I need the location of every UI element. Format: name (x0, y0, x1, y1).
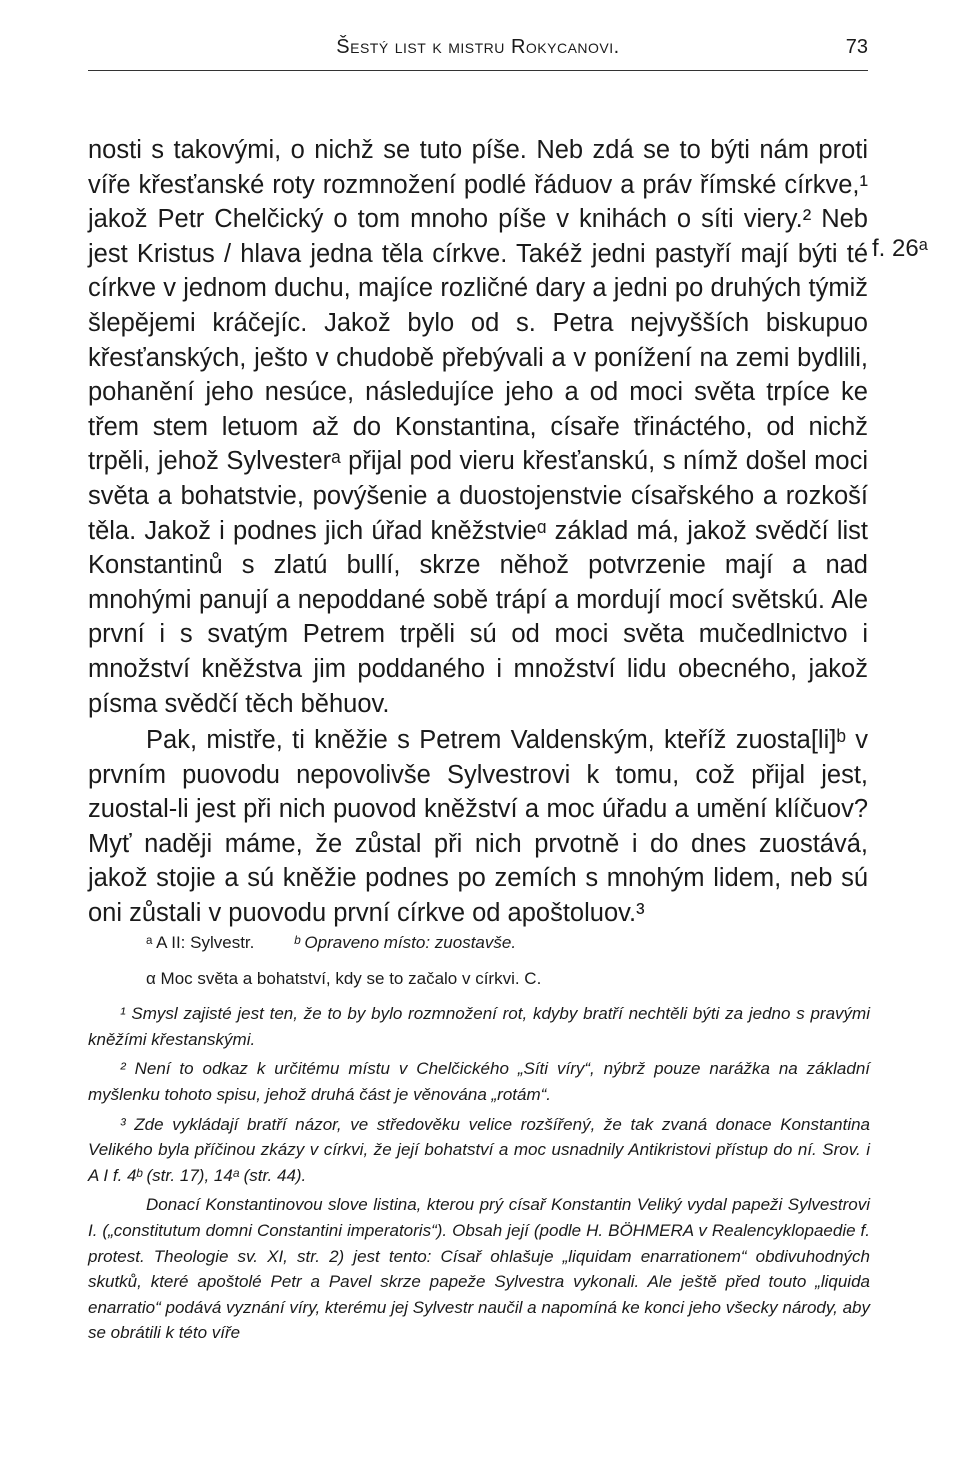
notes-section (88, 930, 870, 1350)
footnote-2: ² Není to odkaz k určitému místu v Chelčického „Síti víry“, nýbrž pouze narážka na základní myšlenku tohoto spisu, jehož druhá část je věnována „rotám“. (88, 1059, 870, 1104)
paragraph-2: Pak, mistře, ti kněžie s Petrem Valdenským, kteříž zuosta[li]ᵇ v prvním puovodu nepovolivše Sylvestrovi k tomu, což přijal jest, zuostal-li jest při nich puovod kněžství a moc úřadu a umění klíčuov? Myť naději máme, že zůstal při nich prvotně i do dnes zuostává, jakož stojie a sú kněžie podnes po zemích s mnohým lidem, neb sú oni zůstali v puovodu první církve od apoštoluov.³ (88, 726, 868, 928)
footnote-3-continuation: Donací Konstantinovou slove listina, kterou prý císař Konstantin Veliký vydal papeži Sylvestrovi I. („constitutum domni Constantini imperatoris“). Obsah její (podle H. BÖHMERA v Realencyklopaedie f. protest. Theologie sv. XI, str. 2) jest tento: Císař ohlašuje „liquidam enarrationem“ obdivuhodných skutků, které apoštolé Petr a Pavel skrze papeže Sylvestra vykonali. Ale ještě před touto „liquida enarratio“ podává vyznání víry, kterému jej Sylvestr naučil a napomíná ke konci jeho všecky národy, aby se obrátili k této víře (88, 1195, 870, 1343)
running-title: Šestý list k mistru Rokycanovi. (336, 36, 620, 58)
paragraph-1: nosti s takovými, o nichž se tuto píše. Neb zdá se to býti nám proti víře křesťanské roty rozmnožení podlé řáduov a práv římské církve,¹ jakož Petr Chelčický o tom mnoho píše v knihách o síti viery.² Neb jest Kristus / hlava jedna těla církve. Takéž jedni pastyří mají býti té církve v jednom duchu, majíce rozličné dary a jedni po druhých týmiž šlepějemi kráčejíc. Jakož bylo od s. Petra nejvyšších biskupuo křesťanských, ješto v chudobě přebývali a v ponížení na zemi bydlili, pohanění jeho nesúce, následujíce jeho a od moci světa trpíce ke třem stem letuom až do Konstantina, císaře třináctého, od nichž trpěli, jehož Sylvesterᵃ přijal pod vieru křesťanskú, s nímž došel moci světa a bohatstvie, povýšenie a duostojenstvie císařského a rozkoší těla. Jakož i podnes jich úřad kněžstvieᵅ základ má, jakož svědčí list Konstantinů s zlatú bullí, skrze něhož potvrzenie mají a nad mnohými panují a nepoddané sobě trápí a mordují mocí světskú. Ale první i s svatým Petrem trpěli sú od moci světa mučedlnictvo i množství kněžstva jim poddaného i množství lidu obecného, jakož písma svědčí těch běhuov. (88, 136, 868, 718)
apparatus-note-a: ᵃ A II: Sylvestr. (146, 933, 255, 952)
running-head (88, 36, 868, 64)
page-number: 73 (845, 36, 868, 58)
apparatus-note-alpha: α Moc světa a bohatství, kdy se to začalo v církvi. C. (146, 968, 542, 988)
footnote-3: ³ Zde vykládají bratří názor, ve středověku velice rozšířený, že tak zvaná donace Konstantina Velikého byla příčinou zkázy v církvi, že její bohatství a moc usnadnily Antikristovi přístup do ní. Srov. i A I f. 4ᵇ (str. 17), 14ᵃ (str. 44). (88, 1114, 870, 1185)
apparatus-line-ab (146, 930, 870, 956)
footnote-1: ¹ Smysl zajisté jest ten, že to by bylo rozmnožení rot, kdyby bratří nechtěli býti za jedno s pravými kněžími křestanskými. (88, 1004, 870, 1049)
folio-margin-note: f. 26ᵃ (872, 235, 928, 262)
main-text (88, 133, 868, 931)
apparatus-note-b: ᵇ Opraveno místo: zuostavše. (294, 933, 517, 952)
header-rule (88, 70, 868, 71)
